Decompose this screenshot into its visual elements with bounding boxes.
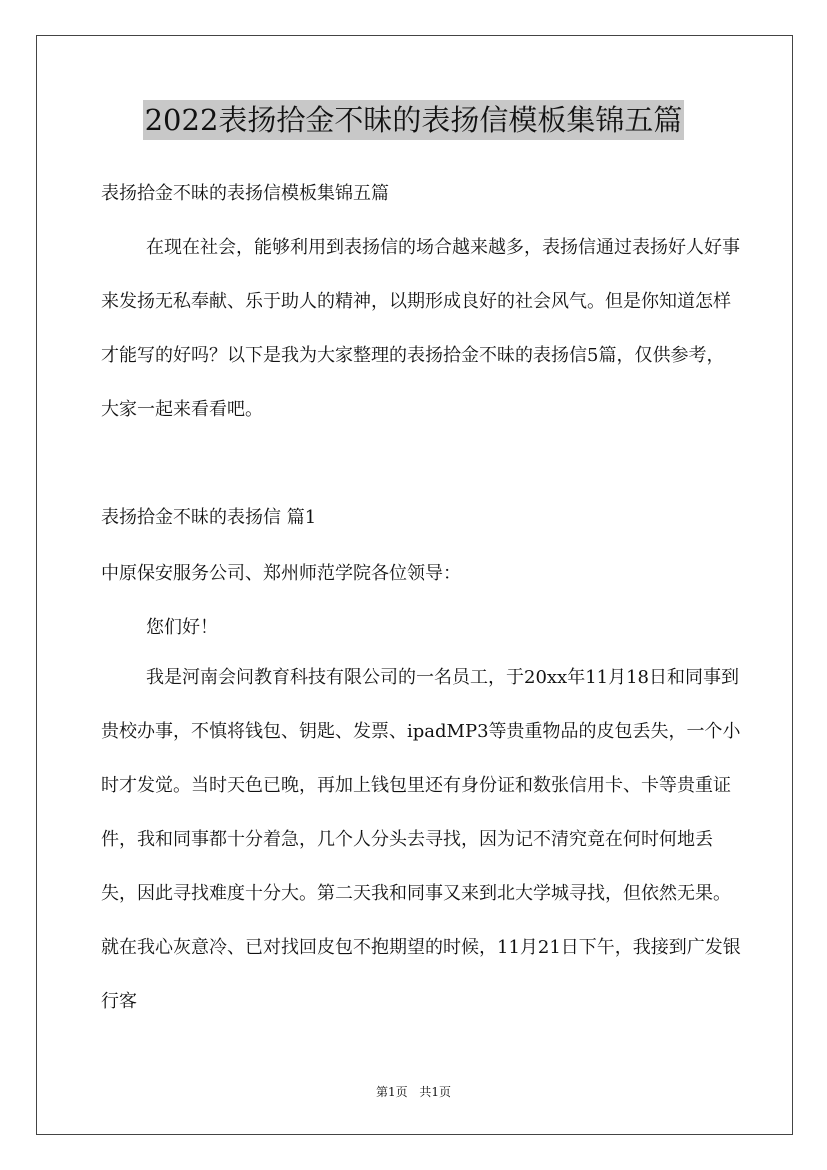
page-footer <box>0 1083 827 1100</box>
document-subtitle: 表扬拾金不昧的表扬信模板集锦五篇 <box>101 183 389 204</box>
intro-paragraph: 在现在社会，能够利用到表扬信的场合越来越多，表扬信通过表扬好人好事来发扬无私奉献、乐于助人的精神，以期形成良好的社会风气。但是你知道怎样才能写的好吗？以下是我为大家整理的表扬拾金不昧的表扬信5篇，仅供参考，大家一起来看看吧。 <box>101 237 740 420</box>
page-total: 共1页 <box>419 1085 452 1099</box>
letter-salutation: 中原保安服务公司、郑州师范学院各位领导： <box>101 563 461 584</box>
letter-body: 我是河南会问教育科技有限公司的一名员工，于20xx年11月18日和同事到贵校办事，不慎将钱包、钥匙、发票、ipadMP3等贵重物品的皮包丢失，一个小时才发觉。当时天色已晚，再加上钱包里还有身份证和数张信用卡、卡等贵重证件，我和同事都十分着急，几个人分头去寻找，因为记不清究竟在何时何地丢失，因此寻找难度十分大。第二天我和同事又来到北大学城寻找，但依然无果。就在我心灰意冷、已对找回皮包不抱期望的时候，11月21日下午，我接到广发银行客 <box>101 667 741 1012</box>
page-number: 第1页 <box>375 1085 408 1099</box>
letter-greeting: 您们好！ <box>146 617 218 638</box>
document-title: 2022表扬拾金不昧的表扬信模板集锦五篇 <box>143 100 685 140</box>
title-container <box>0 100 827 140</box>
section-heading: 表扬拾金不昧的表扬信 篇1 <box>101 507 317 528</box>
